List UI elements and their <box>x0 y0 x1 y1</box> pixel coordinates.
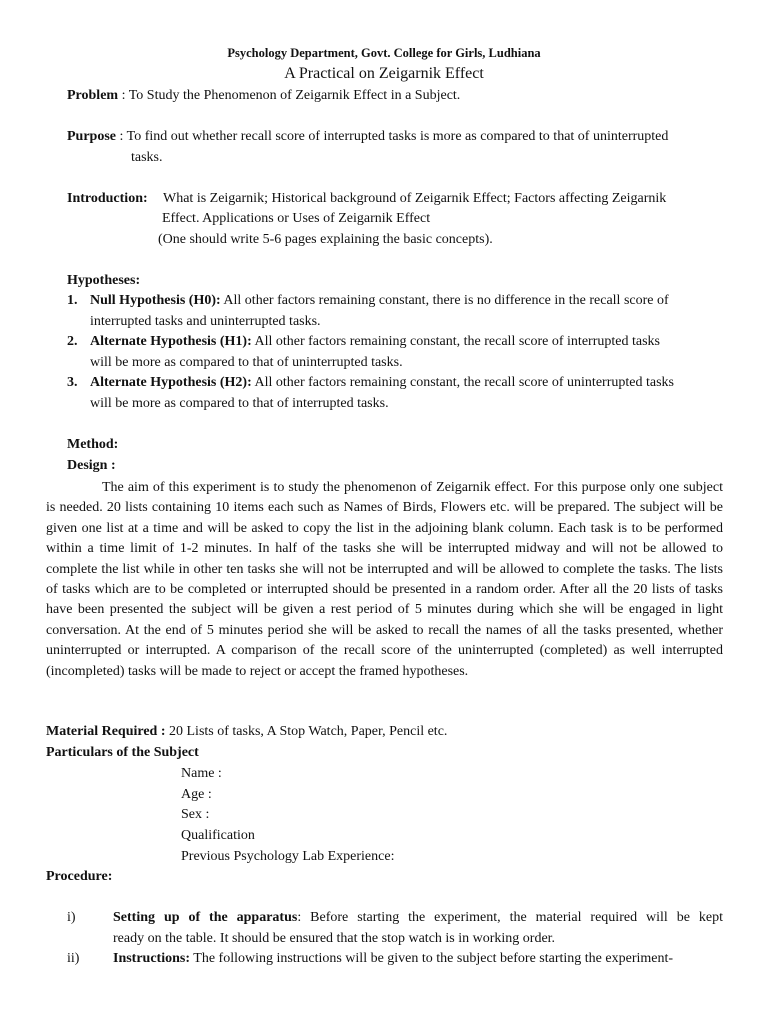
design-text: The aim of this experiment is to study the phenomenon of Zeigarnik effect. For this purpose only one subject is needed. 20 lists containing 10 items each such as Names of Birds, Flowers etc. will be prepared. The subject will be given one list at a time and will be asked to copy the list in the adjoining blank column. Each task is to be performed within a time limit of 1-2 minutes. In half of the tasks she will be interrupted midway and will not be allowed to complete the list while in other ten tasks she will not be interrupted and will be allowed to complete the tasks. The lists of tasks which are to be completed or interrupted should be presented in a random order. After all the 20 lists of tasks have been presented the subject will be given a rest period of 5 minutes during which she will be engaged in light conversation. At the end of 5 minutes period she will be asked to recall the names of all the tasks presented, whether uninterrupted or interrupted. A comparison of the recall score of the uninterrupted (completed) as well interrupted (incompleted) tasks will be made to reject or accept the framed hypotheses. <box>46 480 723 679</box>
problem-separator: : <box>118 88 129 103</box>
purpose-text-line2: tasks. <box>131 150 163 165</box>
hypothesis-3-label: Alternate Hypothesis (H2): <box>90 375 252 390</box>
hypothesis-2-line2: will be more as compared to that of uninterrupted tasks. <box>90 355 403 370</box>
hypothesis-3 <box>90 375 674 391</box>
material-text: 20 Lists of tasks, A Stop Watch, Paper, Pencil etc. <box>165 724 448 739</box>
subject-field-sex: Sex : <box>181 807 210 822</box>
purpose-text-line1: To find out whether recall score of interrupted tasks is more as compared to that of uninterrupted <box>126 129 669 144</box>
method-heading: Method: <box>67 437 119 452</box>
purpose-line <box>67 129 668 145</box>
procedure-2-text: The following instructions will be given to the subject before starting the experiment- <box>190 951 674 966</box>
hypothesis-3-number: 3. <box>67 375 78 390</box>
hypothesis-3-text: All other factors remaining constant, the recall score of uninterrupted tasks <box>251 375 674 390</box>
hypothesis-1-text: All other factors remaining constant, there is no difference in the recall score of <box>220 293 669 308</box>
hypothesis-2-label: Alternate Hypothesis (H1): <box>90 334 252 349</box>
problem-label: Problem <box>67 88 119 103</box>
hypothesis-2-text: All other factors remaining constant, the recall score of interrupted tasks <box>251 334 660 349</box>
hypothesis-1-number: 1. <box>67 293 78 308</box>
subject-field-qualification: Qualification <box>181 828 255 843</box>
hypothesis-1-label: Null Hypothesis (H0): <box>90 293 221 308</box>
procedure-1-line2: ready on the table. It should be ensured that the stop watch is in working order. <box>113 931 556 946</box>
subject-heading: Particulars of the Subject <box>46 745 199 760</box>
subject-field-name: Name : <box>181 766 222 781</box>
hypothesis-2 <box>90 334 660 350</box>
introduction-line1: What is Zeigarnik; Historical background of Zeigarnik Effect; Factors affecting Zeigarnik <box>163 191 667 206</box>
hypothesis-1 <box>90 293 669 309</box>
procedure-2-label: Instructions: <box>113 951 191 966</box>
introduction-label: Introduction: <box>67 191 148 206</box>
design-paragraph <box>46 478 723 682</box>
procedure-heading: Procedure: <box>46 869 113 884</box>
hypothesis-3-line2: will be more as compared to that of interrupted tasks. <box>90 396 389 411</box>
procedure-2-number: ii) <box>67 951 80 966</box>
hypotheses-heading: Hypotheses: <box>67 273 141 288</box>
subject-field-age: Age : <box>181 787 212 802</box>
hypothesis-1-line2: interrupted tasks and uninterrupted tasks. <box>90 314 321 329</box>
purpose-label: Purpose <box>67 129 116 144</box>
material-line <box>46 724 447 740</box>
page-title: A Practical on Zeigarnik Effect <box>284 65 484 82</box>
procedure-1 <box>113 910 723 926</box>
procedure-2 <box>113 951 673 967</box>
procedure-1-text: : Before starting the experiment, the material required will be kept <box>297 910 723 925</box>
introduction-line2: Effect. Applications or Uses of Zeigarnik Effect <box>162 211 431 226</box>
hypothesis-2-number: 2. <box>67 334 78 349</box>
problem-text: To Study the Phenomenon of Zeigarnik Effect in a Subject. <box>128 88 461 103</box>
introduction-line3: (One should write 5-6 pages explaining the basic concepts). <box>158 232 493 247</box>
purpose-separator: : <box>116 129 127 144</box>
procedure-1-label: Setting up of the apparatus <box>113 910 298 925</box>
problem-line <box>67 88 460 104</box>
department-header: Psychology Department, Govt. College for Girls, Ludhiana <box>227 46 541 60</box>
subject-field-lab-experience: Previous Psychology Lab Experience: <box>181 849 395 864</box>
procedure-1-number: i) <box>67 910 76 925</box>
material-label: Material Required : <box>46 724 166 739</box>
design-heading: Design : <box>67 458 116 473</box>
